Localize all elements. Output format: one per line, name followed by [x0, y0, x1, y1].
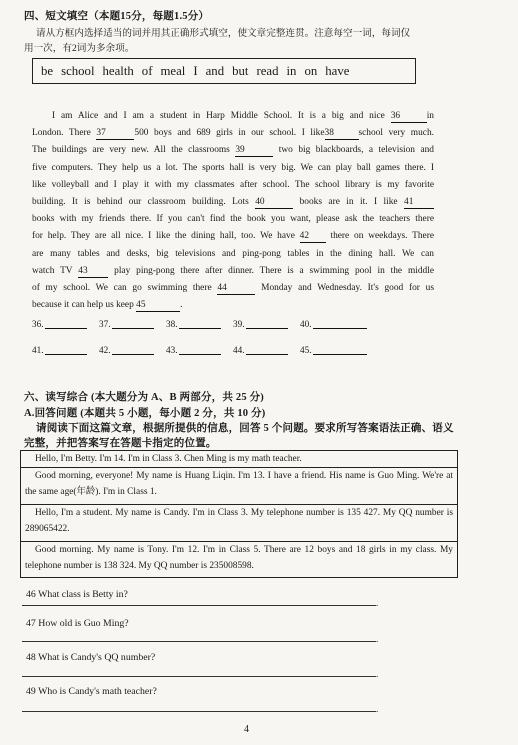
passage-text: in — [426, 111, 434, 121]
passage-text: 500 boys and 689 girls in our school. I like — [134, 128, 325, 139]
answer-label: 37. — [99, 319, 111, 329]
answer-cell — [32, 318, 99, 329]
passage-line — [32, 142, 434, 159]
passage-text: are many tables and desks, big televisions and ping-pong tables in the dining hall. We can — [32, 248, 434, 259]
answer-line[interactable] — [22, 641, 376, 642]
word-bank-item: meal — [160, 63, 186, 78]
answer-blank-line[interactable] — [246, 344, 288, 355]
answer-label: 36. — [32, 319, 44, 329]
answer-blank-line[interactable] — [45, 344, 87, 355]
passage-text: five computers. They help us a lot. The sports hall is very big. We can play ball games there. I — [32, 162, 434, 173]
answer-cell — [166, 344, 233, 355]
blank-40[interactable]: 40 — [255, 197, 293, 209]
blank-36[interactable]: 36 — [391, 111, 427, 123]
instruction-line: 完整，并把答案写在答题卡指定的位置。 — [24, 438, 217, 449]
passage-line — [32, 108, 434, 125]
answer-cell — [300, 344, 367, 355]
reading-paragraph: Hello, I'm Betty. I'm 14. I'm in Class 3. Chen Ming is my math teacher. — [20, 450, 458, 468]
answer-blank-line[interactable] — [313, 318, 367, 329]
passage-text: . — [180, 300, 183, 311]
answer-blank-line[interactable] — [45, 318, 87, 329]
question: 47 How old is Guo Ming? — [26, 618, 129, 629]
question: 49 Who is Candy's math teacher? — [26, 686, 157, 697]
passage-text: The buildings are very new. All the classrooms — [32, 145, 236, 156]
answer-label: 42. — [99, 345, 111, 355]
section-title: 六、读写综合 (本大题分为 A、B 两部分，共 25 分) — [24, 392, 265, 403]
passage-text: of my school. We can go swimming there — [32, 283, 218, 294]
blank-43[interactable]: 43 — [78, 266, 108, 278]
passage-text: books with my friends there. If you can't find the book you want, please ask the teachers there — [32, 214, 434, 225]
word-bank-item: on — [304, 63, 318, 78]
line-end-dot: . — [376, 634, 379, 644]
answer-line[interactable] — [22, 605, 376, 606]
passage-line — [32, 211, 434, 228]
blank-42[interactable]: 42 — [300, 231, 326, 243]
answer-cell — [32, 344, 99, 355]
answer-blank-line[interactable] — [112, 318, 154, 329]
passage-text: Monday and Wednesday. It's good for us — [255, 283, 434, 294]
page-number: 4 — [244, 724, 249, 735]
passage-line — [32, 280, 434, 297]
word-bank-item: health — [102, 63, 134, 78]
reading-paragraph: Good morning, everyone! My name is Huang Liqin. I'm 13. I have a friend. His name is Guo Ming. We're at the same age(年龄). I'm in Class 1. — [20, 468, 458, 505]
word-bank-item: have — [325, 63, 350, 78]
passage-text: two big blackboards, a television and — [273, 145, 434, 156]
passage — [32, 108, 434, 314]
answer-label: 41. — [32, 345, 44, 355]
answer-cell — [233, 318, 300, 329]
answer-label: 45. — [300, 345, 312, 355]
word-bank-item: read — [256, 63, 279, 78]
reading-paragraph: Good morning. My name is Tony. I'm 12. I'm in Class 5. There are 12 boys and 18 girls in my class. My telephone number is 138 324. My QQ number is 235008598. — [20, 542, 458, 578]
answer-blank-line[interactable] — [112, 344, 154, 355]
word-bank-item: I — [193, 63, 198, 78]
question: 48 What is Candy's QQ number? — [26, 652, 156, 663]
passage-line — [32, 194, 434, 211]
passage-line — [32, 228, 434, 245]
answer-blank-line[interactable] — [179, 344, 221, 355]
passage-text: school very much. — [358, 128, 434, 139]
word-bank-item: and — [205, 63, 225, 78]
passage-text: because it can help us keep — [32, 300, 137, 311]
line-end-dot: . — [376, 704, 379, 714]
word-bank-item: in — [286, 63, 297, 78]
passage-line — [32, 160, 434, 177]
answer-row — [32, 318, 367, 329]
blank-44[interactable]: 44 — [217, 283, 255, 295]
answer-label: 44. — [233, 345, 245, 355]
passage-text: play ping-pong there after dinner. There is a swimming pool in the middle — [108, 265, 434, 276]
blank-45[interactable]: 45 — [136, 300, 180, 312]
passage-text: watch TV — [32, 265, 79, 276]
answer-row — [32, 344, 367, 355]
instruction-line: 用一次，有2词为多余项。 — [24, 43, 135, 54]
answer-cell — [99, 344, 166, 355]
line-end-dot: . — [376, 669, 379, 679]
answer-line[interactable] — [22, 711, 376, 712]
passage-text: London. There — [32, 128, 97, 139]
answer-cell — [166, 318, 233, 329]
passage-text: I am Alice and I am a student in Harp Middle School. It is a big and nice — [52, 111, 391, 121]
word-bank-item: of — [141, 63, 153, 78]
answer-label: 39. — [233, 319, 245, 329]
passage-text: like volleyball and I play it with my classmates after school. The school library is my favorite — [32, 179, 434, 190]
answer-label: 38. — [166, 319, 178, 329]
passage-line — [32, 263, 434, 280]
word-bank-box — [32, 58, 416, 84]
passage-line — [32, 177, 434, 194]
passage-text: there on weekdays. There — [325, 231, 435, 242]
section-subtitle: A.回答问题 (本题共 5 小题，每小题 2 分，共 10 分) — [24, 408, 266, 419]
word-bank-item: but — [232, 63, 249, 78]
answer-label: 43. — [166, 345, 178, 355]
answer-cell — [99, 318, 166, 329]
word-bank-item: be — [41, 63, 54, 78]
section-title: 四、短文填空（本题15分，每题1.5分） — [24, 11, 210, 22]
answer-cell — [233, 344, 300, 355]
line-end-dot: . — [376, 598, 379, 608]
answer-label: 40. — [300, 319, 312, 329]
reading-paragraph: Hello, I'm a student. My name is Candy. I'm in Class 3. My telephone number is 135 427. My QQ number is 289065422. — [20, 505, 458, 542]
answer-blank-line[interactable] — [246, 318, 288, 329]
blank-37[interactable]: 37 — [96, 128, 134, 140]
passage-text: books are in it. I like — [293, 197, 404, 208]
passage-line — [32, 246, 434, 263]
instruction-line: 请阅读下面这篇文章，根据所提供的信息，回答 5 个问题。要求所写答案语法正确、语义 — [36, 423, 454, 434]
word-bank-item: school — [61, 63, 95, 78]
answer-cell — [300, 318, 367, 329]
answer-line[interactable] — [22, 676, 376, 677]
blank-39[interactable]: 39 — [235, 145, 273, 157]
passage-text: for help. They are all nice. I like the dining hall, too. We have — [32, 231, 300, 242]
blank-38[interactable]: 38 — [325, 128, 359, 140]
question: 46 What class is Betty in? — [26, 589, 128, 600]
passage-line — [32, 297, 434, 314]
answer-blank-line[interactable] — [179, 318, 221, 329]
instruction-line: 请从方框内选择适当的词并用其正确形式填空，使文章完整连贯。注意每空一词，每词仅 — [36, 28, 411, 39]
passage-line — [32, 125, 434, 142]
passage-text: building. It is behind our classroom building. Lots — [32, 197, 256, 208]
answer-blank-line[interactable] — [313, 344, 367, 355]
blank-41[interactable]: 41 — [404, 197, 434, 209]
